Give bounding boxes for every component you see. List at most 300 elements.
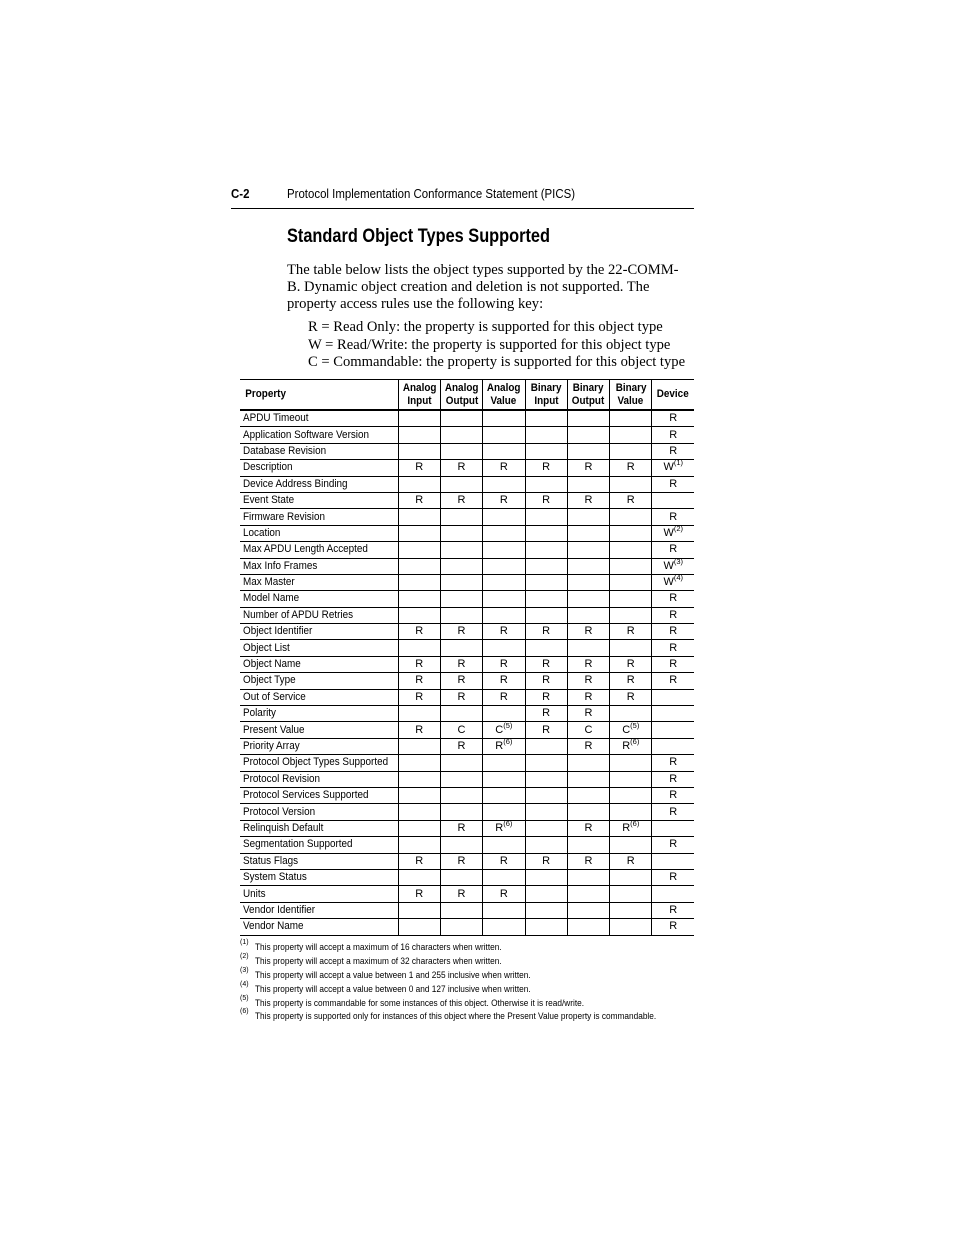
column-header-analog-input [398,380,440,411]
access-value: R [626,690,635,703]
table-row [240,410,694,427]
footnote [240,1008,700,1025]
column-header-binary-value [610,380,652,411]
access-value: R [415,854,424,867]
access-cell-binary-input [525,853,567,869]
access-cell-binary-output [567,902,609,918]
access-value: R [626,461,635,474]
property-name-cell [240,722,398,738]
access-cell-analog-input [398,869,440,885]
column-header-line: Value [617,394,644,407]
access-cell-binary-output [567,591,609,607]
access-cell-binary-input [525,673,567,689]
property-name-cell [240,886,398,902]
access-cell-device [652,525,694,541]
access-cell-binary-value [610,492,652,508]
property-name: Status Flags [243,854,299,867]
access-cell-binary-value [610,591,652,607]
access-cell-analog-value [483,656,525,672]
access-cell-binary-value [610,689,652,705]
access-cell-analog-input [398,787,440,803]
access-cell-binary-input [525,804,567,820]
access-cell-binary-value [610,919,652,935]
table-row [240,820,694,836]
access-cell-device [652,837,694,853]
access-cell-binary-value [610,853,652,869]
access-cell-binary-input [525,542,567,558]
access-value: R [669,543,678,556]
footnote-mark: (5) [240,994,249,1002]
table-row [240,656,694,672]
access-cell-analog-input [398,640,440,656]
access-cell-analog-value [483,755,525,771]
access-cell-binary-output [567,460,609,476]
property-name: Protocol Revision [243,772,321,785]
table-row [240,607,694,623]
access-cell-analog-output [440,902,482,918]
access-value: R [415,658,424,671]
property-name: Description [243,461,293,474]
access-cell-binary-input [525,607,567,623]
property-name: Vendor Identifier [243,903,316,916]
table-row [240,722,694,738]
access-cell-analog-value [483,427,525,443]
access-cell-binary-output [567,558,609,574]
access-value: C [457,723,466,736]
access-cell-device [652,476,694,492]
access-value: R [584,658,593,671]
access-value: R [669,838,678,851]
access-cell-binary-input [525,427,567,443]
access-cell-analog-input [398,706,440,722]
access-value: R [669,510,678,523]
access-value: R [542,723,551,736]
access-cell-analog-input [398,837,440,853]
access-cell-analog-output [440,689,482,705]
access-cell-binary-input [525,869,567,885]
access-cell-analog-value [483,722,525,738]
access-cell-analog-output [440,624,482,640]
access-cell-analog-value [483,558,525,574]
access-cell-device [652,853,694,869]
access-value: R [626,658,635,671]
property-name: Number of APDU Retries [243,608,354,621]
access-cell-binary-value [610,607,652,623]
access-cell-binary-output [567,410,609,427]
access-cell-analog-value [483,591,525,607]
access-cell-binary-output [567,574,609,590]
access-cell-analog-output [440,738,482,754]
access-value: R [542,625,551,638]
access-cell-binary-value [610,656,652,672]
access-cell-analog-input [398,689,440,705]
access-cell-binary-value [610,574,652,590]
access-cell-binary-input [525,902,567,918]
access-cell-device [652,509,694,525]
access-cell-binary-input [525,689,567,705]
access-cell-binary-output [567,853,609,869]
access-cell-analog-value [483,919,525,935]
access-cell-analog-value [483,624,525,640]
access-cell-binary-output [567,673,609,689]
access-value: R [669,772,678,785]
property-name: Priority Array [243,740,300,752]
access-cell-binary-output [567,804,609,820]
table-row [240,460,694,476]
property-name-cell [240,640,398,656]
access-cell-device [652,656,694,672]
access-value: R [626,625,635,638]
footnote-mark: (6) [240,1008,249,1016]
property-name-cell [240,919,398,935]
access-cell-binary-value [610,673,652,689]
access-value: R [626,494,635,507]
access-cell-analog-output [440,886,482,902]
property-name-cell [240,443,398,459]
footnote-reference: (6) [503,818,513,828]
access-cell-analog-input [398,673,440,689]
property-name: Model Name [243,592,300,605]
footnote [240,966,700,984]
key-commandable: C = Commandable: the property is supported for this object type [308,354,686,371]
access-value: R [457,674,466,687]
property-name: System Status [243,871,307,884]
access-cell-device [652,640,694,656]
access-cell-analog-output [440,771,482,787]
access-cell-binary-output [567,820,609,836]
access-cell-analog-value [483,476,525,492]
footnote-text: This property is supported only for instances of this object where the Present Value property is commandable. [255,1011,657,1022]
access-cell-binary-output [567,689,609,705]
access-cell-analog-input [398,410,440,427]
property-name: Protocol Services Supported [243,789,369,802]
access-value: R [499,887,508,900]
access-value: W [663,526,674,539]
access-value: R [457,494,466,507]
access-cell-analog-value [483,542,525,558]
property-name: Vendor Name [243,920,304,933]
property-name-cell [240,624,398,640]
column-header-property [240,380,398,411]
access-cell-analog-output [440,558,482,574]
access-value: R [622,740,631,752]
access-cell-device [652,771,694,787]
access-value: R [542,854,551,867]
access-cell-analog-value [483,820,525,836]
table-row [240,476,694,492]
access-cell-binary-value [610,771,652,787]
access-cell-device [652,624,694,640]
property-name: Application Software Version [243,428,370,441]
running-title: Protocol Implementation Conformance Statement (PICS) [287,186,576,201]
access-value: R [669,641,678,654]
access-cell-binary-value [610,837,652,853]
access-cell-analog-input [398,886,440,902]
access-value: R [669,658,678,671]
property-name-cell [240,673,398,689]
access-cell-binary-value [610,427,652,443]
access-cell-binary-output [567,886,609,902]
access-value: R [626,854,635,867]
column-header-analog-value [483,380,525,411]
access-cell-analog-value [483,787,525,803]
footnote-mark: (1) [240,939,249,946]
table-row [240,755,694,771]
access-value: R [584,740,593,752]
access-cell-analog-output [440,476,482,492]
access-cell-binary-input [525,837,567,853]
access-cell-binary-value [610,820,652,836]
access-cell-device [652,738,694,754]
column-header-binary-input [525,380,567,411]
access-cell-binary-value [610,755,652,771]
property-name-cell [240,509,398,525]
access-value: R [457,821,466,834]
access-cell-analog-input [398,853,440,869]
access-cell-device [652,787,694,803]
footnote-text: This property will accept a value between 1 and 255 inclusive when written. [255,969,531,980]
access-cell-binary-output [567,837,609,853]
access-cell-analog-input [398,591,440,607]
column-header-line: Input [534,394,559,407]
access-cell-analog-output [440,410,482,427]
access-cell-binary-input [525,443,567,459]
access-value: R [457,658,466,671]
access-cell-device [652,886,694,902]
access-cell-analog-output [440,869,482,885]
access-value: R [415,461,424,474]
access-cell-binary-output [567,624,609,640]
access-cell-analog-value [483,902,525,918]
access-cell-binary-output [567,755,609,771]
access-cell-binary-input [525,410,567,427]
access-cell-binary-output [567,787,609,803]
access-cell-binary-input [525,574,567,590]
page-number: C-2 [231,186,250,201]
access-cell-analog-output [440,525,482,541]
access-cell-binary-input [525,509,567,525]
access-cell-device [652,722,694,738]
table-row [240,738,694,754]
access-value: R [457,887,466,900]
access-cell-binary-value [610,558,652,574]
access-value: R [415,723,424,736]
access-cell-binary-value [610,410,652,427]
access-value: R [669,903,678,916]
access-cell-analog-value [483,492,525,508]
property-name: Database Revision [243,444,327,457]
access-cell-binary-value [610,706,652,722]
table-row [240,837,694,853]
access-cell-analog-value [483,574,525,590]
access-cell-analog-output [440,607,482,623]
column-header-line: Binary [573,381,604,394]
footnotes [240,939,700,1025]
access-value: R [457,740,466,752]
access-value: W [663,576,674,589]
access-cell-analog-output [440,443,482,459]
footnote-reference: (6) [630,737,640,746]
table-row [240,902,694,918]
access-cell-device [652,492,694,508]
access-cell-analog-value [483,853,525,869]
access-cell-binary-value [610,542,652,558]
footnote-reference: (6) [630,818,640,828]
column-header-binary-output [567,380,609,411]
access-value: R [584,854,593,867]
access-value: R [622,821,631,834]
access-cell-binary-value [610,738,652,754]
access-cell-binary-value [610,787,652,803]
property-name-cell [240,558,398,574]
property-name-cell [240,820,398,836]
access-cell-binary-input [525,591,567,607]
table-row [240,542,694,558]
property-name-cell [240,755,398,771]
key-read-write: W = Read/Write: the property is supported for this object type [308,336,671,353]
property-name: Event State [243,494,295,507]
table-row [240,886,694,902]
key-read-only: R = Read Only: the property is supported for this object type [308,319,663,335]
access-cell-analog-input [398,804,440,820]
access-cell-device [652,410,694,427]
property-name: Max Master [243,576,295,589]
access-cell-binary-output [567,738,609,754]
property-name-cell [240,476,398,492]
access-cell-analog-output [440,427,482,443]
table-header-row [240,380,694,411]
footnote-reference: (3) [673,556,683,566]
access-cell-analog-output [440,722,482,738]
access-value: R [669,412,678,425]
access-value: R [415,674,424,687]
footnote-reference: (1) [673,458,683,468]
access-cell-analog-input [398,492,440,508]
access-cell-analog-value [483,525,525,541]
footnote-reference: (6) [503,737,513,746]
access-cell-analog-output [440,509,482,525]
access-value: R [669,477,678,490]
property-name-cell [240,656,398,672]
access-cell-analog-value [483,837,525,853]
table-row [240,787,694,803]
access-cell-device [652,869,694,885]
access-cell-analog-value [483,706,525,722]
access-value: R [542,690,551,703]
access-cell-binary-value [610,722,652,738]
access-cell-device [652,919,694,935]
access-cell-binary-input [525,886,567,902]
access-cell-binary-value [610,804,652,820]
column-header-line: Output [445,394,478,407]
access-cell-device [652,673,694,689]
property-name-cell [240,902,398,918]
table-body [240,410,694,935]
footnote-mark: (3) [240,966,249,974]
access-cell-device [652,902,694,918]
access-cell-analog-value [483,607,525,623]
table-row [240,706,694,722]
access-cell-binary-value [610,886,652,902]
access-cell-analog-input [398,443,440,459]
property-name: Location [243,526,281,539]
access-cell-device [652,689,694,705]
access-cell-analog-value [483,738,525,754]
access-cell-binary-output [567,525,609,541]
access-cell-binary-output [567,722,609,738]
property-name: Present Value [243,723,305,736]
access-cell-analog-output [440,787,482,803]
footnote-reference: (5) [503,720,513,730]
access-cell-binary-value [610,525,652,541]
access-cell-analog-input [398,656,440,672]
access-value: R [669,444,678,457]
table-row [240,869,694,885]
access-cell-binary-output [567,492,609,508]
property-name: Device Address Binding [243,477,348,490]
property-name-cell [240,837,398,853]
access-value: R [669,805,678,818]
column-header-line: Input [407,394,432,407]
column-header-line: Analog [402,381,436,394]
table-row [240,558,694,574]
table-row [240,574,694,590]
access-cell-binary-value [610,624,652,640]
property-name-cell [240,607,398,623]
access-value: R [542,494,551,507]
column-header-line: Output [572,394,605,407]
access-value: R [626,674,635,687]
access-cell-analog-input [398,509,440,525]
property-name: Object Identifier [243,625,313,638]
access-value: R [495,740,504,752]
property-name-cell [240,706,398,722]
access-value: R [584,690,593,703]
access-cell-analog-input [398,427,440,443]
access-cell-analog-output [440,919,482,935]
access-cell-binary-input [525,820,567,836]
access-value: R [669,674,678,687]
access-cell-binary-value [610,509,652,525]
property-name-cell [240,591,398,607]
table-row [240,673,694,689]
property-name: Firmware Revision [243,510,325,523]
access-value: C [622,723,631,736]
access-cell-analog-output [440,853,482,869]
footnote [240,952,700,970]
property-name: Relinquish Default [243,821,324,834]
property-name: Out of Service [243,690,306,703]
access-cell-device [652,427,694,443]
access-value: R [542,674,551,687]
access-cell-analog-output [440,820,482,836]
footnote-text: This property will accept a maximum of 32 characters when written. [255,955,502,966]
table-row [240,427,694,443]
footnote-reference: (5) [630,720,640,730]
access-cell-binary-value [610,869,652,885]
table-row [240,509,694,525]
access-cell-analog-output [440,574,482,590]
access-value: R [415,494,424,507]
access-cell-binary-input [525,460,567,476]
access-cell-binary-output [567,542,609,558]
access-cell-analog-value [483,509,525,525]
property-name: Object Name [243,658,301,671]
access-value: R [669,920,678,933]
access-cell-analog-output [440,492,482,508]
access-cell-binary-input [525,624,567,640]
access-cell-binary-output [567,509,609,525]
